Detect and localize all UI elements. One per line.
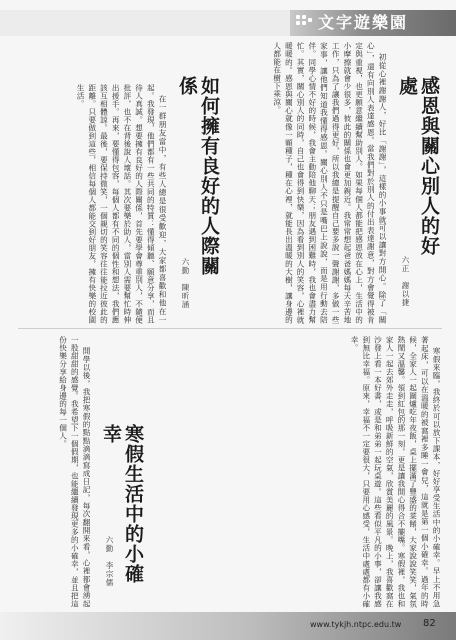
- page-number: 82: [423, 618, 436, 629]
- article-body-continued: 開學以後，我把寒假的點點滴滴寫成日記，每次翻開來看，心裡都會湧起一股甜甜的感覺。我希望下一個假期，也能繼續發現更多的小確幸，並且把這份快樂分享給身邊的每一個人。: [58, 336, 91, 608]
- section-divider: [18, 328, 442, 329]
- article-body-winter-break: 寒假來臨，我終於可以放下課本，好好享受生活中的小確幸。早上不用急著起床，可以在溫暖的被窩裡多睡一會兒，這就是第一個小確幸。過年的時候，全家人一起圍爐吃年夜飯，桌上擺滿了豐盛的菜餚，大家說說笑笑，氣氛熱鬧又溫馨。領到紅包的那一刻，更是讓我開心得合不攏嘴。寒假裡，我也和家人一起去郊外走走，呼吸新鮮的空氣，欣賞美麗的風景。晚上，我喜歡窩在沙發上看一本好書，或是和弟弟一起玩桌遊。這些看似平凡的小事，卻讓我感到無比幸福。原來，幸福不一定要很大，只要用心感受，生活中處處都有小確幸。: [350, 336, 441, 608]
- article-title-winter-break: 寒假生活中的小確幸: [100, 424, 144, 584]
- article-title-relationships: 如何擁有良好的人際關係: [176, 76, 220, 276]
- article-body-relationships: 在一群朋友當中，有些人總是很受歡迎，大家都喜歡和他在一起。我發現，他們都有一些共同的特質：懂得傾聽、願意分享，而且待人真誠。想要擁有良好的人際關係，首先要學會尊重別人，不隨便批評，也不在背後說人壞話。其次要樂於助人，當別人需要幫忙時伸出援手。再來，要懂得包容，每個人都有不同的個性和想法，我們應該互相體諒。最後，要保持微笑，一個親切的笑容往往能拉近彼此的距離。只要做到這些，相信每個人都能交到好朋友，擁有快樂的校園生活。: [76, 84, 167, 324]
- section-title: 文字遊樂園: [318, 13, 409, 32]
- header-decor-strip: [0, 10, 290, 36]
- article-body-gratitude: 初從心裡謝謝人，好比「謝謝」，這樣的小事就可以讓對方開心。除了「關心」，還有向別人表達感恩。當我們對於別人的付出表達謝意，對方會覺得被肯定與重視，也更願意繼續幫助別人。如果每個人都能把感恩放在心上，生活中的小摩擦就會少很多，彼此的關係也會更加親近。我常常想起爸爸媽媽每天辛苦地工作，只為了讓我們過得更好，所以我總是提醒自己要多說一聲謝謝，多做一些家事，讓他們知道我懂得感恩。關心別人不只是嘴巴上說說，而是用行動去陪伴。同學心情不好的時候，我會主動陪他聊天；朋友遇到困難時，我也會盡力幫忙。其實，關心別人的同時，自己也會得到快樂，因為看到別人的笑容，心裡就暖暖的。感恩與關心就像一顆種子，種在心裡，就能長出溫暖的大樹，讓身邊的人都能在樹下乘涼。: [272, 42, 387, 324]
- article-byline-relationships: 六勤 陳昕涵: [181, 258, 190, 309]
- article-byline-gratitude: 六正 謝以捷: [401, 256, 410, 307]
- header-ornament-icon: [296, 15, 314, 31]
- article-title-gratitude: 感恩與關心別人的好處: [396, 76, 440, 256]
- article-byline-winter-break: 六勤 李宗儒: [105, 536, 114, 587]
- footer-url: www.tykjh.ntpc.edu.tw: [310, 620, 402, 629]
